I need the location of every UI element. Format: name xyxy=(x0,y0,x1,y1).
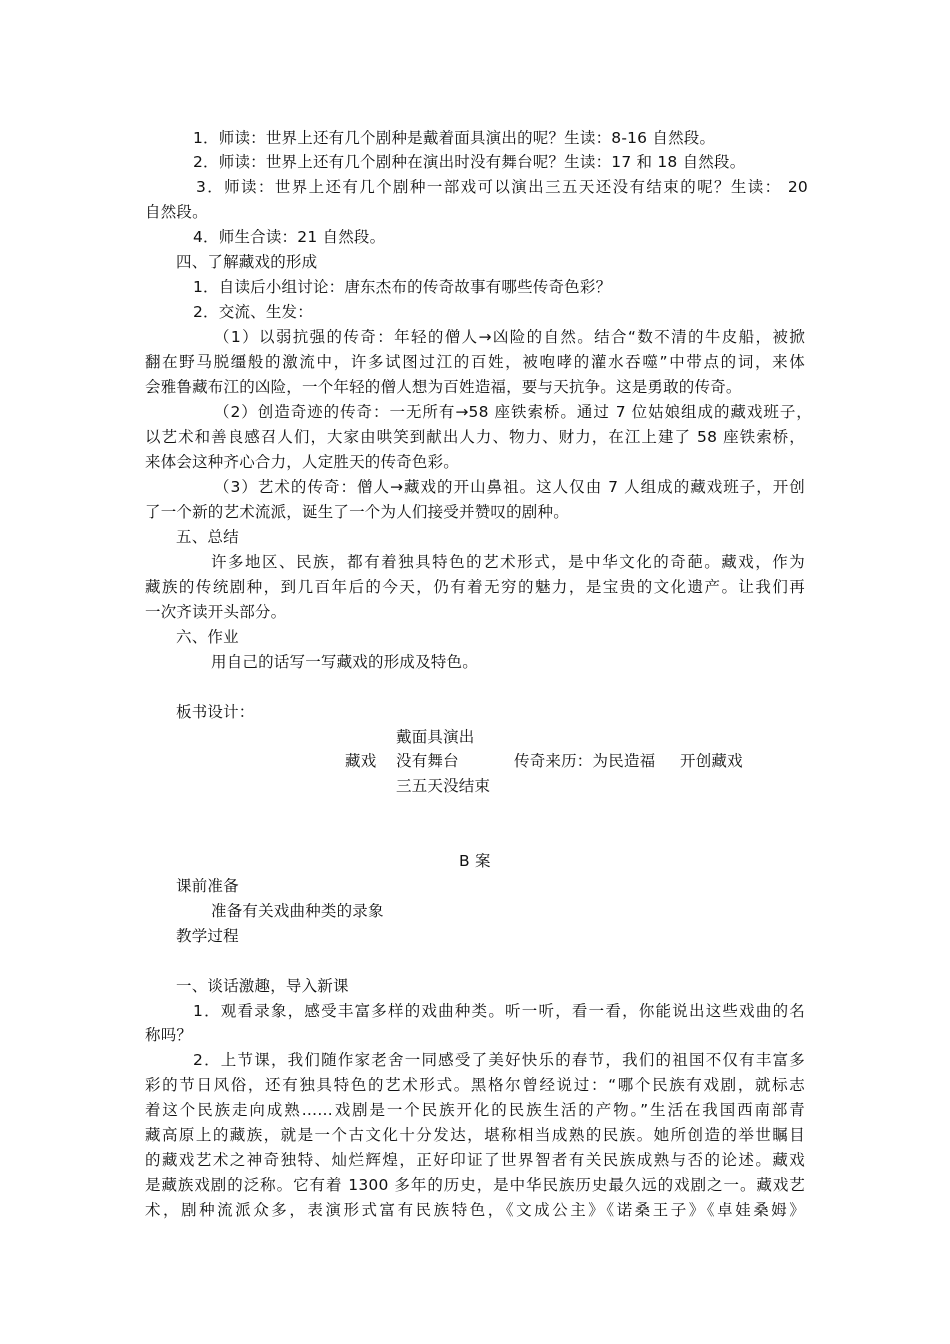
text-line: （1）以弱抗强的传奇：年轻的僧人→凶险的自然。结合“数不清的牛皮船，被掀 xyxy=(214,328,805,346)
plan-title: B 案 xyxy=(459,852,491,870)
section-heading: 教学过程 xyxy=(176,927,239,945)
board-item: 藏戏 xyxy=(345,752,377,770)
text-line: （2）创造奇迹的传奇：一无所有→58 座铁索桥。通过 7 位姑娘组成的藏戏班子， xyxy=(214,403,812,421)
text-line: 是藏族戏剧的泛称。它有着 1300 多年的历史，是中华民族历史最久远的戏剧之一。藏戏艺 xyxy=(145,1176,805,1194)
text-line: 术，剧种流派众多，表演形式富有民族特色，《文成公主》《诺桑王子》《卓娃桑姆》 xyxy=(145,1201,805,1219)
text-line: 来体会这种齐心合力，人定胜天的传奇色彩。 xyxy=(145,453,460,471)
text-line: 准备有关戏曲种类的录象 xyxy=(211,902,384,920)
text-line: 2．上节课，我们随作家老舍一同感受了美好快乐的春节，我们的祖国不仅有丰富多 xyxy=(193,1051,805,1069)
board-item: 三五天没结束 xyxy=(396,777,491,795)
text-line: 着这个民族走向成熟……戏剧是一个民族开化的民族生活的产物。”生活在我国西南部青 xyxy=(145,1101,805,1119)
text-line: 1．观看录象，感受丰富多样的戏曲种类。听一听，看一看，你能说出这些戏曲的名 xyxy=(193,1002,805,1020)
text-line: 1．师读：世界上还有几个剧种是戴着面具演出的呢？生读：8-16 自然段。 xyxy=(193,129,716,147)
text-line: （3）艺术的传奇：僧人→藏戏的开山鼻祖。这人仅由 7 人组成的藏戏班子，开创 xyxy=(214,478,805,496)
text-line: 2．师读：世界上还有几个剧种在演出时没有舞台呢？生读：17 和 18 自然段。 xyxy=(193,153,746,171)
text-line: 2．交流、生发： xyxy=(193,303,313,321)
text-line: 自然段。 xyxy=(145,203,208,221)
section-heading: 五、总结 xyxy=(176,528,239,546)
board-item: 传奇来历：为民造福 xyxy=(514,752,656,770)
section-heading: 一、谈话激趣，导入新课 xyxy=(176,977,349,995)
text-line: 翻在野马脱缰般的激流中，许多试图过江的百姓，被咆哮的灌水吞噬”中带点的词，来体 xyxy=(145,353,805,371)
section-heading: 四、了解藏戏的形成 xyxy=(176,253,318,271)
section-heading: 课前准备 xyxy=(176,877,239,895)
text-line: 4．师生合读：21 自然段。 xyxy=(193,228,386,246)
board-item: 戴面具演出 xyxy=(396,728,475,746)
text-line: 称吗？ xyxy=(145,1026,193,1044)
text-line: 的藏戏艺术之神奇独特、灿烂辉煌，正好印证了世界智者有关民族成熟与否的论述。藏戏 xyxy=(145,1151,805,1169)
board-design-label: 板书设计： xyxy=(176,703,255,721)
board-item: 开创藏戏 xyxy=(680,752,743,770)
text-line: 许多地区、民族，都有着独具特色的艺术形式，是中华文化的奇葩。藏戏，作为 xyxy=(211,553,805,571)
section-heading: 六、作业 xyxy=(176,628,239,646)
text-line: 用自己的话写一写藏戏的形成及特色。 xyxy=(211,653,478,671)
board-item: 没有舞台 xyxy=(396,752,459,770)
text-line: 会雅鲁藏布江的凶险，一个年轻的僧人想为百姓造福，要与天抗争。这是勇敢的传奇。 xyxy=(145,378,742,396)
text-line: 了一个新的艺术流派，诞生了一个为人们接受并赞叹的剧种。 xyxy=(145,503,569,521)
text-line: 以艺术和善良感召人们，大家由哄笑到献出人力、物力、财力，在江上建了 58 座铁索桥， xyxy=(145,428,805,446)
text-line: 1．自读后小组讨论：唐东杰布的传奇故事有哪些传奇色彩？ xyxy=(193,278,612,296)
text-line: 藏族的传统剧种，到几百年后的今天，仍有着无穷的魅力，是宝贵的文化遗产。让我们再 xyxy=(145,578,805,596)
text-line: 藏高原上的藏族，就是一个古文化十分发达，堪称相当成熟的民族。她所创造的举世瞩目 xyxy=(145,1126,805,1144)
text-line: 3．师读：世界上还有几个剧种一部戏可以演出三五天还没有结束的呢？生读： 20 xyxy=(196,178,808,196)
text-line: 一次齐读开头部分。 xyxy=(145,603,287,621)
text-line: 彩的节日风俗，还有独具特色的艺术形式。黑格尔曾经说过：“哪个民族有戏剧，就标志 xyxy=(145,1076,805,1094)
